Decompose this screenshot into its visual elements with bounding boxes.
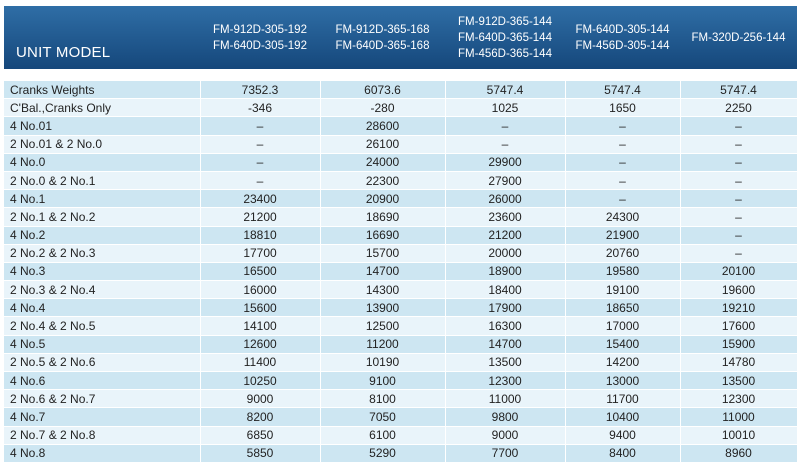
header-column-1 bbox=[200, 6, 320, 69]
table-cell: 12600 bbox=[200, 335, 320, 353]
table-cell: 26100 bbox=[320, 135, 445, 153]
table-row bbox=[4, 153, 797, 171]
table-row bbox=[4, 226, 797, 244]
table-row bbox=[4, 190, 797, 208]
table-cell: 8960 bbox=[680, 444, 797, 462]
table-cell: 18810 bbox=[200, 226, 320, 244]
table-cell: – bbox=[200, 153, 320, 171]
table-cell: 13900 bbox=[320, 299, 445, 317]
header-column-5 bbox=[680, 6, 797, 69]
table-cell: 9000 bbox=[445, 426, 565, 444]
table-cell: – bbox=[565, 171, 680, 189]
table-row bbox=[4, 244, 797, 262]
table-cell: 5747.4 bbox=[445, 81, 565, 99]
table-cell: 7050 bbox=[320, 408, 445, 426]
table-cell: 15400 bbox=[565, 335, 680, 353]
table-cell: 28600 bbox=[320, 117, 445, 135]
table-row bbox=[4, 171, 797, 189]
table-cell: 21900 bbox=[565, 226, 680, 244]
table-cell: 14200 bbox=[565, 353, 680, 371]
row-label: 4 No.8 bbox=[4, 444, 200, 462]
row-label: 2 No.3 & 2 No.4 bbox=[4, 281, 200, 299]
table-cell: 20760 bbox=[565, 244, 680, 262]
row-label: 2 No.2 & 2 No.3 bbox=[4, 244, 200, 262]
table-cell: – bbox=[680, 153, 797, 171]
table-cell: 10010 bbox=[680, 426, 797, 444]
table-cell: 1025 bbox=[445, 99, 565, 117]
table-cell: 2250 bbox=[680, 99, 797, 117]
unit-model-heading: UNIT MODEL bbox=[16, 44, 111, 61]
table-cell: 10400 bbox=[565, 408, 680, 426]
model-name: FM-456D-365-144 bbox=[458, 47, 552, 60]
model-name: FM-912D-365-144 bbox=[458, 15, 552, 28]
table-cell: 20900 bbox=[320, 190, 445, 208]
table-cell: 9400 bbox=[565, 426, 680, 444]
row-label: 2 No.7 & 2 No.8 bbox=[4, 426, 200, 444]
table-cell: – bbox=[680, 171, 797, 189]
table-cell: 16300 bbox=[445, 317, 565, 335]
row-label: 2 No.1 & 2 No.2 bbox=[4, 208, 200, 226]
table-cell: 10250 bbox=[200, 372, 320, 390]
row-label: 2 No.5 & 2 No.6 bbox=[4, 353, 200, 371]
table-row bbox=[4, 317, 797, 335]
model-name: FM-912D-305-192 bbox=[213, 23, 307, 36]
row-label: 4 No.4 bbox=[4, 299, 200, 317]
table-cell: 11000 bbox=[445, 390, 565, 408]
table-cell: -346 bbox=[200, 99, 320, 117]
table-cell: 19580 bbox=[565, 262, 680, 280]
table-cell: 14780 bbox=[680, 353, 797, 371]
table-cell: 5850 bbox=[200, 444, 320, 462]
table-cell: 8400 bbox=[565, 444, 680, 462]
table-cell: 11000 bbox=[680, 408, 797, 426]
table-cell: 15700 bbox=[320, 244, 445, 262]
header-column-2 bbox=[320, 6, 445, 69]
table-cell: 11400 bbox=[200, 353, 320, 371]
model-name: FM-640D-305-192 bbox=[213, 39, 307, 52]
row-label: 4 No.0 bbox=[4, 153, 200, 171]
table-cell: 10190 bbox=[320, 353, 445, 371]
table-row bbox=[4, 117, 797, 135]
row-label: 2 No.6 & 2 No.7 bbox=[4, 390, 200, 408]
table-row bbox=[4, 81, 797, 99]
table-cell: 18650 bbox=[565, 299, 680, 317]
table-row bbox=[4, 444, 797, 462]
table-cell: 6850 bbox=[200, 426, 320, 444]
table-cell: – bbox=[680, 226, 797, 244]
table-cell: – bbox=[680, 208, 797, 226]
table-cell: 14700 bbox=[320, 262, 445, 280]
table-cell: 12500 bbox=[320, 317, 445, 335]
table-cell: – bbox=[680, 135, 797, 153]
table-cell: 14700 bbox=[445, 335, 565, 353]
table-cell: 6100 bbox=[320, 426, 445, 444]
table-cell: 19210 bbox=[680, 299, 797, 317]
row-label: 4 No.01 bbox=[4, 117, 200, 135]
table-cell: 20000 bbox=[445, 244, 565, 262]
table-row bbox=[4, 99, 797, 117]
table-cell: 9800 bbox=[445, 408, 565, 426]
table-cell: 14300 bbox=[320, 281, 445, 299]
header-column-4 bbox=[565, 6, 680, 69]
table-cell: 16690 bbox=[320, 226, 445, 244]
table-cell: 15600 bbox=[200, 299, 320, 317]
table-cell: 13500 bbox=[445, 353, 565, 371]
table-cell: 13000 bbox=[565, 372, 680, 390]
table-cell: – bbox=[565, 190, 680, 208]
table-cell: 17900 bbox=[445, 299, 565, 317]
table-cell: – bbox=[565, 135, 680, 153]
table-row bbox=[4, 262, 797, 280]
table-cell: 1650 bbox=[565, 99, 680, 117]
table-cell: 6073.6 bbox=[320, 81, 445, 99]
table-cell: 12300 bbox=[680, 390, 797, 408]
table-cell: 9000 bbox=[200, 390, 320, 408]
table-cell: 21200 bbox=[445, 226, 565, 244]
model-name: FM-456D-305-144 bbox=[575, 39, 670, 52]
table-cell: 23600 bbox=[445, 208, 565, 226]
table-cell: – bbox=[445, 117, 565, 135]
counterbalance-table bbox=[4, 81, 798, 463]
model-name: FM-640D-365-144 bbox=[458, 31, 552, 44]
table-header bbox=[4, 6, 797, 69]
table-cell: – bbox=[680, 117, 797, 135]
row-label: 2 No.01 & 2 No.0 bbox=[4, 135, 200, 153]
table-cell: 12300 bbox=[445, 372, 565, 390]
table-row bbox=[4, 299, 797, 317]
table-cell: 17700 bbox=[200, 244, 320, 262]
table-cell: 16500 bbox=[200, 262, 320, 280]
table-cell: 7352.3 bbox=[200, 81, 320, 99]
row-label: 4 No.3 bbox=[4, 262, 200, 280]
table-body bbox=[4, 81, 797, 462]
table-row bbox=[4, 135, 797, 153]
header-column-3 bbox=[445, 6, 565, 69]
table-cell: 24300 bbox=[565, 208, 680, 226]
table-cell: 5747.4 bbox=[565, 81, 680, 99]
table-cell: 24000 bbox=[320, 153, 445, 171]
table-cell: 11200 bbox=[320, 335, 445, 353]
table-cell: 15900 bbox=[680, 335, 797, 353]
table-row bbox=[4, 372, 797, 390]
table-cell: – bbox=[445, 135, 565, 153]
table-cell: 5747.4 bbox=[680, 81, 797, 99]
table-cell: 20100 bbox=[680, 262, 797, 280]
table-cell: 19600 bbox=[680, 281, 797, 299]
row-label: 4 No.7 bbox=[4, 408, 200, 426]
row-label: 4 No.2 bbox=[4, 226, 200, 244]
table-cell: 9100 bbox=[320, 372, 445, 390]
table-cell: – bbox=[680, 244, 797, 262]
table-cell: 18690 bbox=[320, 208, 445, 226]
table-row bbox=[4, 408, 797, 426]
table-cell: 17600 bbox=[680, 317, 797, 335]
table-cell: 22300 bbox=[320, 171, 445, 189]
table-cell: – bbox=[565, 153, 680, 171]
table-cell: – bbox=[200, 117, 320, 135]
table-cell: 7700 bbox=[445, 444, 565, 462]
table-cell: 27900 bbox=[445, 171, 565, 189]
table-cell: 21200 bbox=[200, 208, 320, 226]
table-cell: 18900 bbox=[445, 262, 565, 280]
table-cell: – bbox=[680, 190, 797, 208]
row-label: 4 No.6 bbox=[4, 372, 200, 390]
table-cell: 29900 bbox=[445, 153, 565, 171]
row-label: Cranks Weights bbox=[4, 81, 200, 99]
table-cell: – bbox=[565, 117, 680, 135]
table-cell: 18400 bbox=[445, 281, 565, 299]
row-label: 2 No.4 & 2 No.5 bbox=[4, 317, 200, 335]
table-cell: 14100 bbox=[200, 317, 320, 335]
table-cell: – bbox=[200, 135, 320, 153]
table-row bbox=[4, 426, 797, 444]
row-label: 4 No.1 bbox=[4, 190, 200, 208]
table-cell: 17000 bbox=[565, 317, 680, 335]
table-cell: 5290 bbox=[320, 444, 445, 462]
model-name: FM-320D-256-144 bbox=[691, 31, 786, 44]
table-cell: 19100 bbox=[565, 281, 680, 299]
table-cell: 23400 bbox=[200, 190, 320, 208]
table-row bbox=[4, 281, 797, 299]
table-cell: 16000 bbox=[200, 281, 320, 299]
table-cell: -280 bbox=[320, 99, 445, 117]
model-name: FM-640D-365-168 bbox=[335, 39, 430, 52]
table-cell: 8200 bbox=[200, 408, 320, 426]
table-cell: 13500 bbox=[680, 372, 797, 390]
table-row bbox=[4, 390, 797, 408]
row-label: 4 No.5 bbox=[4, 335, 200, 353]
model-name: FM-640D-305-144 bbox=[575, 23, 670, 36]
row-label: C'Bal.,Cranks Only bbox=[4, 99, 200, 117]
table-row bbox=[4, 335, 797, 353]
table-row bbox=[4, 353, 797, 371]
model-name: FM-912D-365-168 bbox=[335, 23, 430, 36]
table-row bbox=[4, 208, 797, 226]
row-label: 2 No.0 & 2 No.1 bbox=[4, 171, 200, 189]
table-cell: 8100 bbox=[320, 390, 445, 408]
table-cell: 11700 bbox=[565, 390, 680, 408]
table-cell: – bbox=[200, 171, 320, 189]
table-cell: 26000 bbox=[445, 190, 565, 208]
